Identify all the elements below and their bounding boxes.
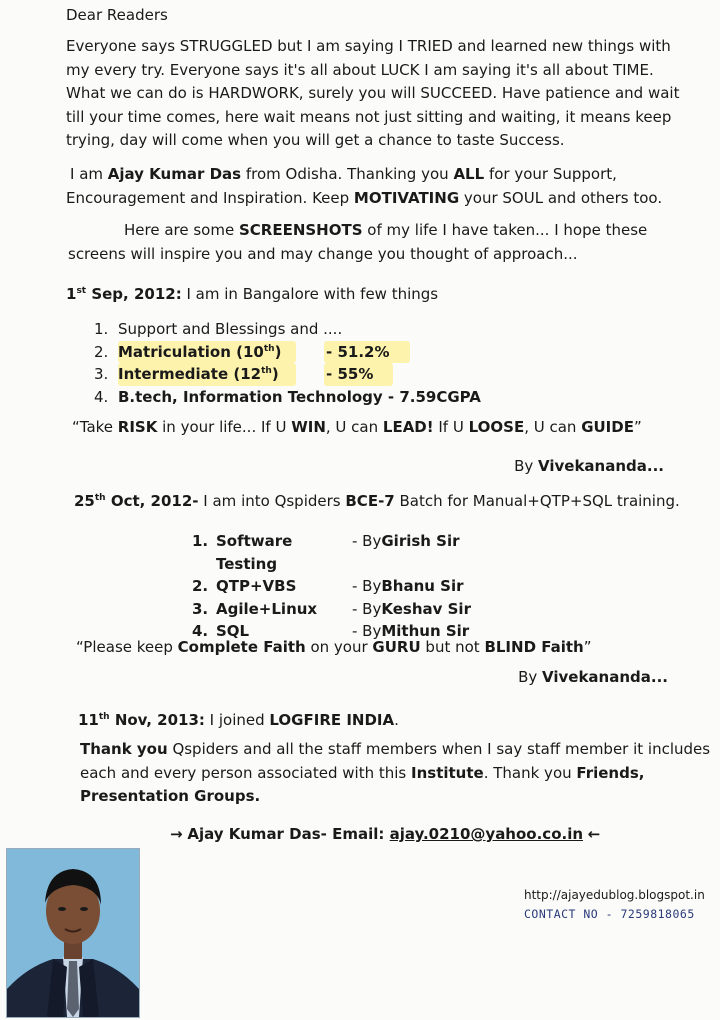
arrow-right-icon: → (170, 825, 183, 843)
list-item: 1. Software Testing - By Girish Sir (192, 532, 460, 573)
list-item: 2. Matriculation (10th) - 51.2% (94, 341, 654, 364)
quote-attribution: By Vivekananda... (518, 668, 668, 686)
list-item: 2. QTP+VBS - By Bhanu Sir (192, 577, 464, 595)
section-oct-2012: 25th Oct, 2012- I am into Qspiders BCE-7 Batch for Manual+QTP+SQL training. (74, 492, 680, 510)
section-sep-2012 (66, 283, 706, 307)
text: your SOUL and others too. (459, 188, 663, 207)
profile-photo (6, 848, 140, 1018)
emphasis: MOTIVATING (353, 188, 460, 207)
score: - 55% (324, 363, 393, 386)
screenshots-paragraph (68, 219, 708, 266)
author-name: Ajay Kumar Das (107, 165, 242, 183)
contact-number: CONTACT NO - 7259818065 (524, 907, 695, 921)
list-item: 3. Agile+Linux - By Keshav Sir (192, 599, 471, 618)
intro-line: Everyone says STRUGGLED but I am saying I TRIED and learned new things with (66, 37, 671, 55)
thanks-paragraph: Thank you Qspiders and all the staff members when I say staff member it includes each and every person associated with this Institute. Thank you Friends, Presentation Groups. (80, 740, 711, 805)
text: Here are some (124, 221, 239, 239)
date: 25th Oct, 2012- (74, 492, 199, 510)
list-item: 4. SQL - By Mithun Sir (192, 622, 470, 640)
greeting: Dear Readers (66, 6, 168, 24)
introduction-paragraph (66, 163, 710, 210)
person-portrait-icon (7, 849, 139, 1017)
email-link[interactable]: ajay.0210@yahoo.co.in (389, 825, 584, 843)
date: 11th Nov, 2013: (78, 711, 205, 729)
text: for your Support, (484, 165, 617, 183)
arrow-left-icon: ← (587, 825, 601, 843)
intro-line: my every try. Everyone says it's all about LUCK I am saying it's all about TIME. (66, 60, 654, 79)
list-item: 3. Intermediate (12th) - 55% (94, 363, 654, 386)
quote-risk: “Take RISK in your life... If U WIN, U can LEAD! If U LOOSE, U can GUIDE” (72, 418, 642, 436)
date: 1st Sep, 2012: (66, 285, 182, 303)
emphasis: ALL (453, 165, 485, 183)
text: from Odisha. Thanking you (241, 165, 454, 183)
training-list (192, 530, 532, 643)
list-item: 1. Support and Blessings and .... (94, 320, 343, 338)
achievement-list (94, 318, 654, 408)
intro-line: trying, day will come when you will get a chance to taste Success. (66, 131, 565, 149)
text: Encouragement and Inspiration. Keep (66, 188, 354, 207)
list-item: 4. B.tech, Information Technology - 7.59CGPA (94, 387, 481, 406)
text: of my life I have taken... I hope these (362, 221, 648, 239)
text: I am (70, 165, 108, 183)
intro-line: till your time comes, here wait means not just sitting and waiting, it means keep (66, 107, 672, 126)
text: screens will inspire you and may change you thought of approach... (68, 244, 578, 263)
quote-faith: “Please keep Complete Faith on your GURU but not BLIND Faith” (76, 638, 592, 656)
blog-url: http://ajayedublog.blogspot.in (524, 888, 705, 902)
emphasis: SCREENSHOTS (238, 221, 363, 239)
section-nov-2013: 11th Nov, 2013: I joined LOGFIRE INDIA. (78, 711, 399, 729)
quote-attribution: By Vivekananda... (514, 457, 664, 475)
text: I am in Bangalore with few things (181, 285, 439, 303)
signature-line: → Ajay Kumar Das- Email: ajay.0210@yahoo.co.in ← (170, 825, 601, 843)
intro-paragraph (66, 35, 716, 153)
score: - 51.2% (324, 341, 410, 364)
intro-line: What we can do is HARDWORK, surely you will SUCCEED. Have patience and wait (66, 84, 680, 102)
